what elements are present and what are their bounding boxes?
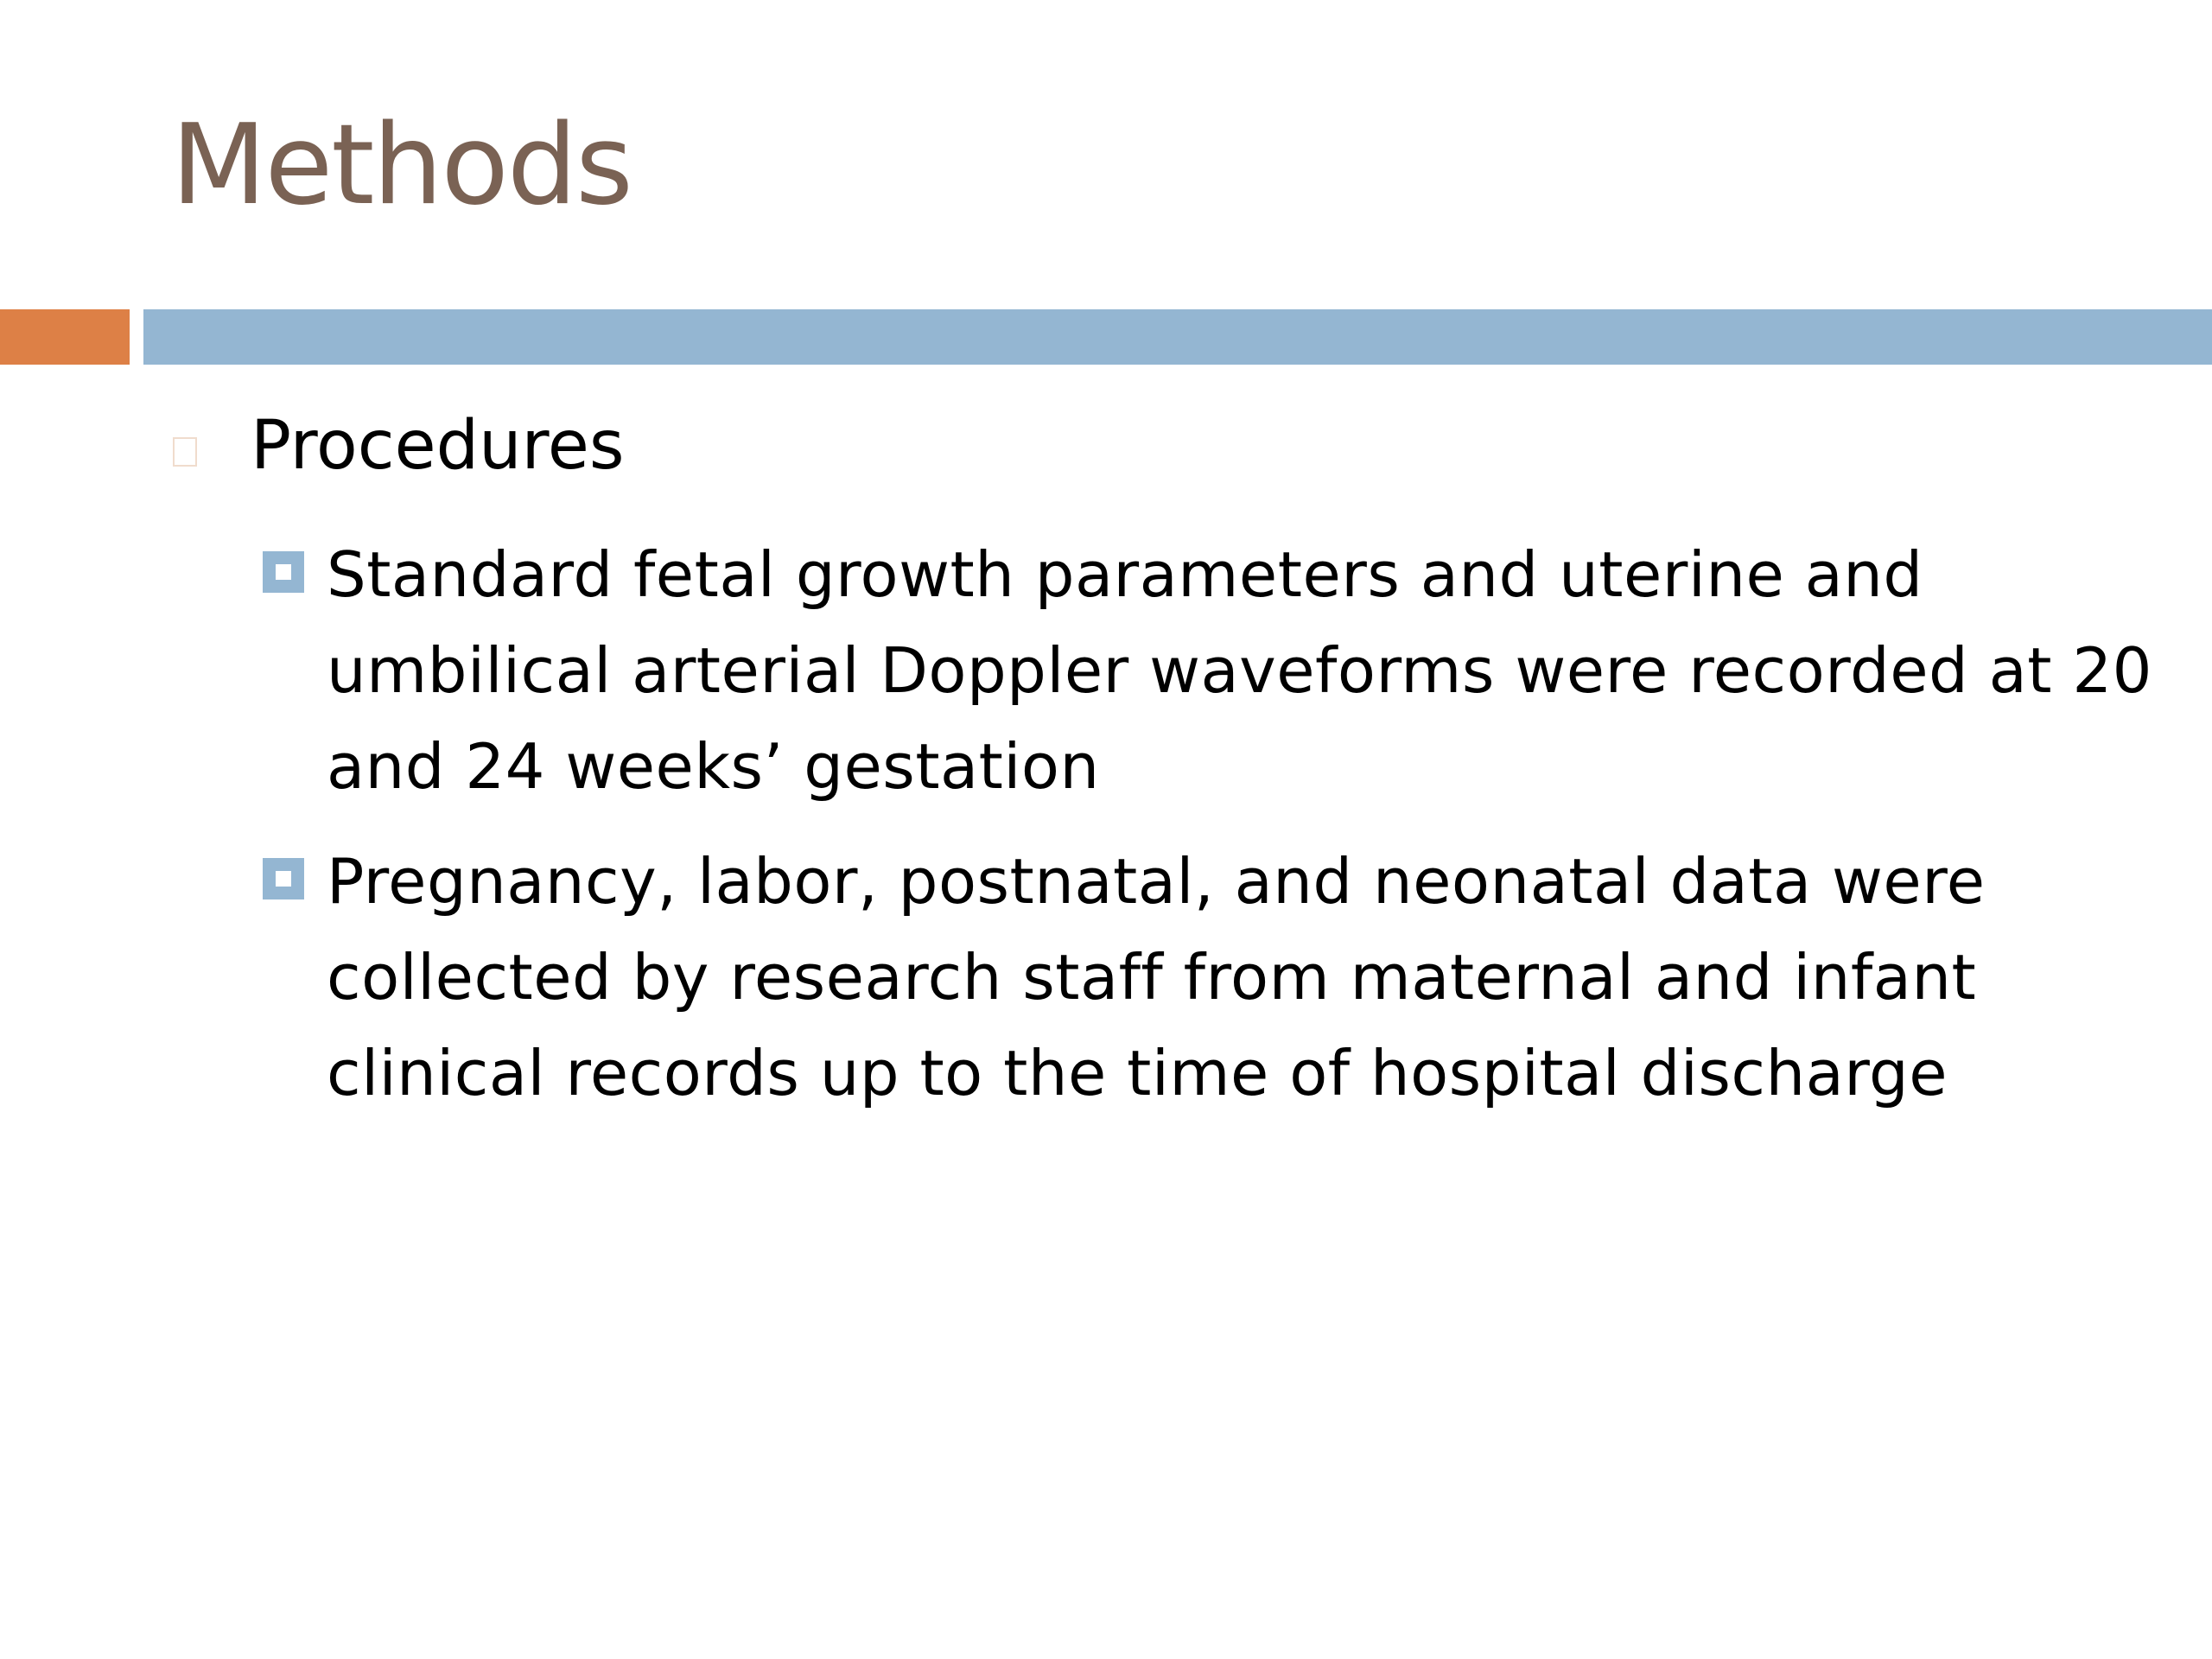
filled-square-bullet-icon — [263, 551, 304, 593]
sub-bullet-item — [263, 834, 2202, 1122]
slide-title: Methods — [171, 101, 632, 230]
accent-bar-orange — [0, 309, 130, 365]
accent-bar-blue — [143, 309, 2212, 365]
sub-bullet-item — [263, 527, 2202, 815]
bullet-label-procedures: Procedures — [251, 407, 625, 485]
sub-bullet-text: Pregnancy, labor, postnatal, and neonatal data were collected by research staff from maternal and infant clinical records up to the time of hospital discharge — [327, 845, 1986, 1109]
bullet-item-procedures — [173, 406, 625, 487]
filled-square-bullet-icon — [263, 858, 304, 899]
sub-bullet-text: Standard fetal growth parameters and uterine and umbilical arterial Doppler waveforms were recorded at 20 and 24 weeks’ gestation — [327, 538, 2152, 803]
hollow-square-icon — [173, 437, 197, 467]
